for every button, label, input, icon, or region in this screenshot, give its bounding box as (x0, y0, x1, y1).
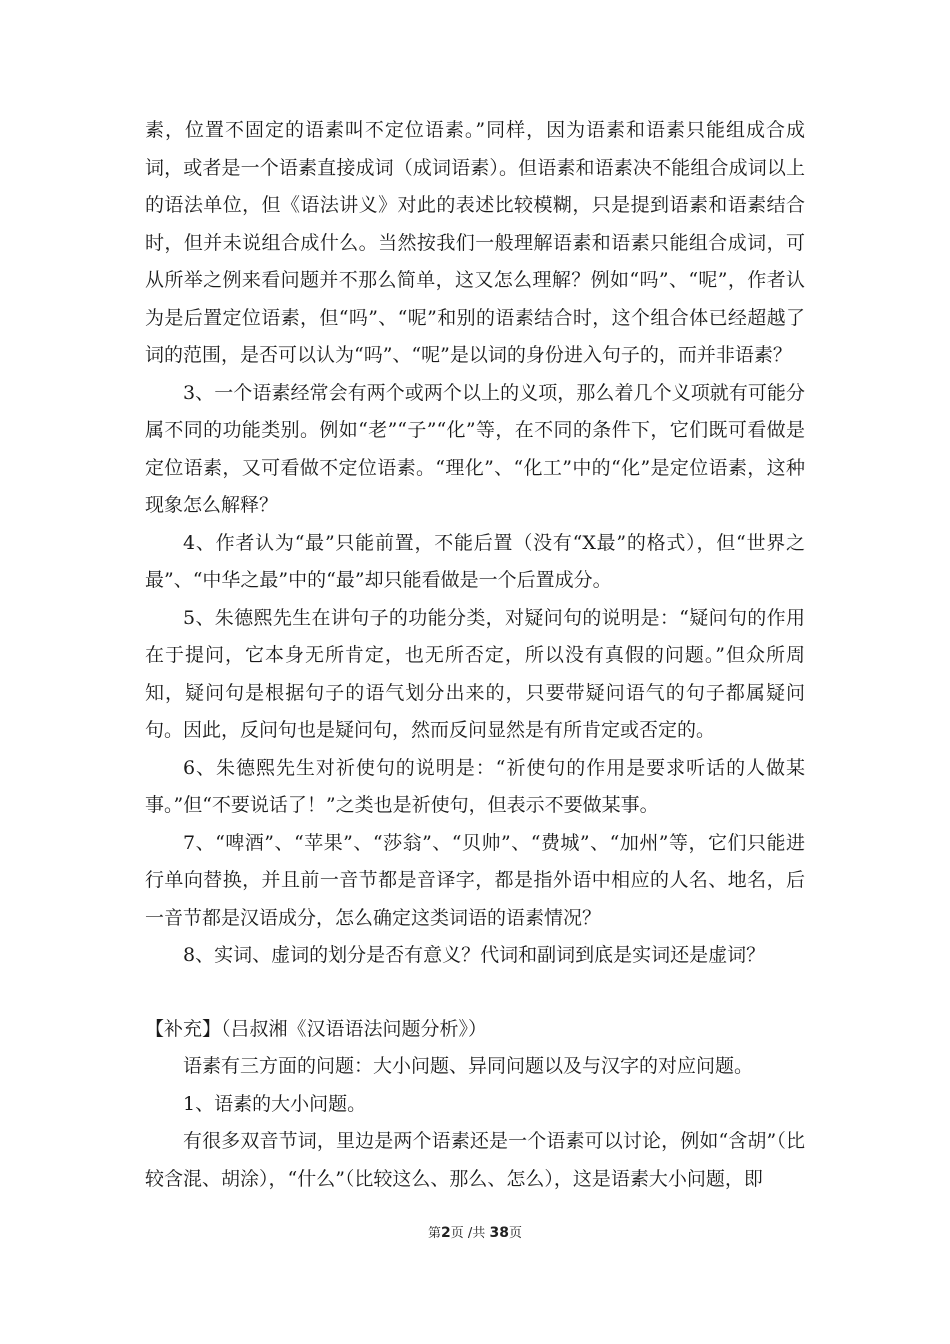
page-body (145, 112, 805, 1198)
paragraph-2: 3、一个语素经常会有两个或两个以上的义项，那么着几个义项就有可能分属不同的功能类别。例如“老”“子”“化”等，在不同的条件下，它们既可看做是定位语素，又可看做不定位语素。“理化”、“化工”中的“化”是定位语素，这种现象怎么解释？ (145, 381, 805, 516)
page-footer (0, 1222, 950, 1241)
footer-total-pages: 38 (489, 1225, 509, 1241)
paragraph-9: 1、语素的大小问题。 (183, 1092, 367, 1115)
footer-page-number: 2 (441, 1225, 451, 1241)
supplement-heading: 【补充】（吕叔湘《汉语语法问题分析》） (145, 1017, 488, 1040)
paragraph-6: 7、“啤酒”、“苹果”、“莎翁”、“贝帅”、“费城”、“加州”等，它们只能进行单向替换，并且前一音节都是音译字，都是指外语中相应的人名、地名，后一音节都是汉语成分，怎么确定这类词语的语素情况？ (145, 831, 805, 929)
paragraph-3: 4、作者认为“最”只能前置，不能后置（没有“X最”的格式），但“世界之最”、“中华之最”中的“最”却只能看做是一个后置成分。 (145, 531, 805, 591)
paragraph-5: 6、朱德熙先生对祈使句的说明是：“祈使句的作用是要求听话的人做某事。”但“不要说话了！”之类也是祈使句，但表示不要做某事。 (145, 756, 805, 816)
section-gap (145, 975, 805, 1011)
footer-suffix: 页 (508, 1226, 522, 1241)
paragraph-8: 语素有三方面的问题：大小问题、异同问题以及与汉字的对应问题。 (183, 1055, 754, 1077)
paragraph-7: 8、实词、虚词的划分是否有意义？代词和副词到底是实词还是虚词？ (183, 944, 766, 966)
footer-prefix: 第 (428, 1226, 442, 1241)
paragraph-1: 素，位置不固定的语素叫不定位语素。”同样，因为语素和语素只能组成合成词，或者是一个语素直接成词（成词语素）。但语素和语素决不能组合成词以上的语法单位，但《语法讲义》对此的表述比较模糊，只是提到语素和语素结合时，但并未说组合成什么。当然按我们一般理解语素和语素只能组合成词，可从所举之例来看问题并不那么简单，这又怎么理解？例如“吗”、“呢”，作者认为是后置定位语素，但“吗”、“呢”和别的语素结合时，这个组合体已经超越了词的范围，是否可以认为“吗”、“呢”是以词的身份进入句子的，而并非语素？ (145, 119, 805, 366)
paragraph-10: 有很多双音节词，里边是两个语素还是一个语素可以讨论，例如“含胡”（比较含混、胡涂），“什么”（比较这么、那么、怎么），这是语素大小问题，即 (145, 1130, 805, 1190)
footer-mid: 页 /共 (450, 1226, 490, 1241)
paragraph-4: 5、朱德熙先生在讲句子的功能分类，对疑问句的说明是：“疑问句的作用在于提问，它本身无所肯定，也无所否定，所以没有真假的问题。”但众所周知，疑问句是根据句子的语气划分出来的，只要带疑问语气的句子都属疑问句。因此，反问句也是疑问句，然而反问显然是有所肯定或否定的。 (145, 606, 805, 741)
